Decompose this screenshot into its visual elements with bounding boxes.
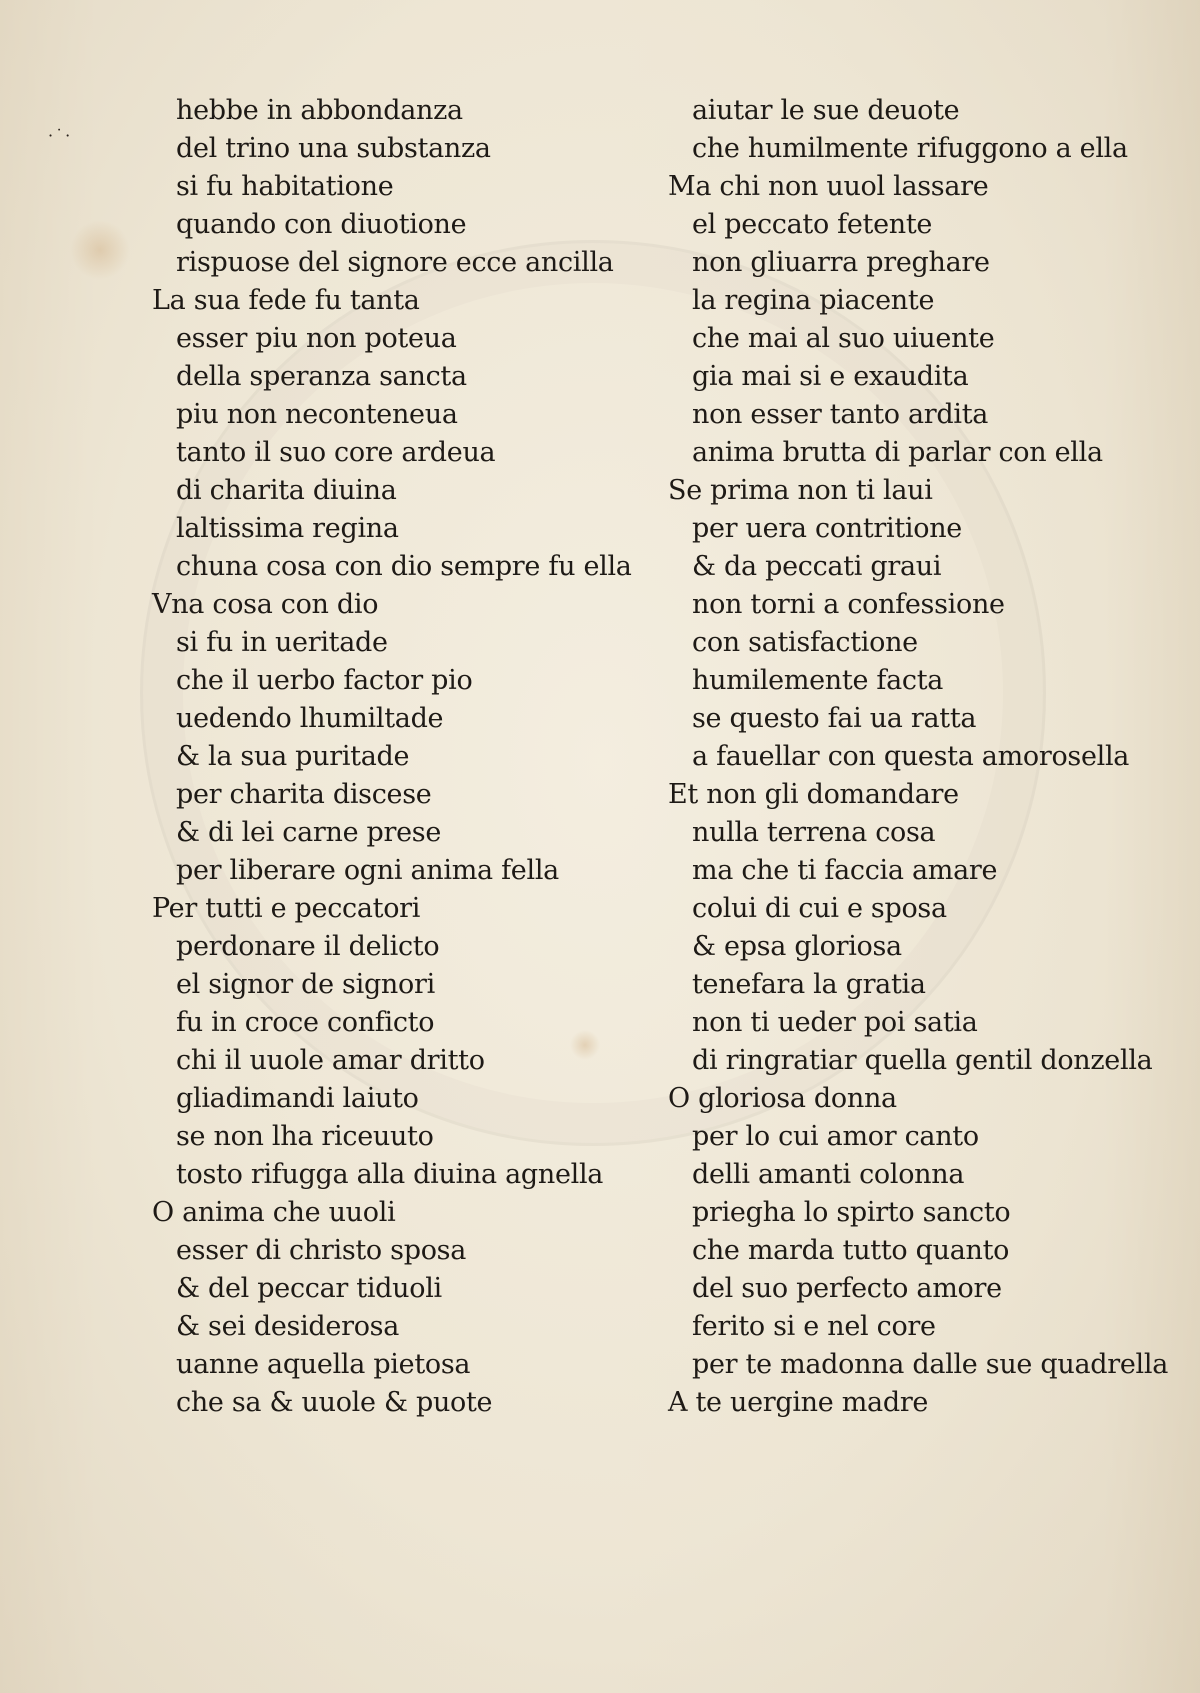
verse-line: non torni a confessione (692, 589, 1005, 620)
verse-line: per liberare ogni anima fella (176, 855, 559, 886)
verse-line: Per tutti e peccatori (152, 893, 421, 924)
verse-line: & di lei carne prese (176, 817, 442, 848)
verse-line: che humilmente rifuggono a ella (692, 133, 1128, 164)
verse-line: gia mai si e exaudita (692, 361, 969, 392)
ink-specks: ·˙· (48, 126, 73, 145)
verse-line: della speranza sancta (176, 361, 467, 392)
verse-line: si fu habitatione (176, 171, 394, 202)
verse-line: esser di christo sposa (176, 1235, 467, 1266)
verse-line: & sei desiderosa (176, 1311, 399, 1342)
verse-line: se non lha riceuuto (176, 1121, 434, 1152)
verse-line: del suo perfecto amore (692, 1273, 1002, 1304)
verse-line: esser piu non poteua (176, 323, 457, 354)
verse-line: si fu in ueritade (176, 627, 388, 658)
verse-line: con satisfactione (692, 627, 918, 658)
verse-line: uedendo lhumiltade (176, 703, 444, 734)
verse-line: Et non gli domandare (668, 779, 959, 810)
verse-line: Se prima non ti laui (668, 475, 933, 506)
verse-line: aiutar le sue deuote (692, 95, 960, 126)
verse-line: delli amanti colonna (692, 1159, 965, 1190)
verse-line: non gliuarra preghare (692, 247, 990, 278)
verse-line: el signor de signori (176, 969, 435, 1000)
verse-line: & del peccar tiduoli (176, 1273, 442, 1304)
verse-line: O gloriosa donna (668, 1083, 897, 1114)
verse-line: che marda tutto quanto (692, 1235, 1010, 1266)
verse-line: tanto il suo core ardeua (176, 437, 496, 468)
verse-line: che il uerbo factor pio (176, 665, 473, 696)
verse-line: se questo fai ua ratta (692, 703, 977, 734)
left-text-column (152, 92, 632, 1422)
verse-line: la regina piacente (692, 285, 935, 316)
verse-line: fu in croce confiсto (176, 1007, 435, 1038)
verse-line: priegha lo spirto sancto (692, 1197, 1011, 1228)
verse-line: ferito si e nel core (692, 1311, 936, 1342)
verse-line: nulla terrena cosa (692, 817, 936, 848)
verse-line: laltissima regina (176, 513, 399, 544)
verse-line: del trino una substanza (176, 133, 491, 164)
verse-line: di charita diuina (176, 475, 397, 506)
verse-line: gliadimandi laiuto (176, 1083, 419, 1114)
verse-line: Ma chi non uuol lassare (668, 171, 989, 202)
verse-line: chuna cosa con dio sempre fu ella (176, 551, 632, 582)
verse-line: & epsa gloriosa (692, 931, 902, 962)
verse-line: perdonare il delicto (176, 931, 440, 962)
verse-line: a fauellar con questa amorosella (692, 741, 1130, 772)
verse-line: chi il uuole amar dritto (176, 1045, 485, 1076)
verse-line: che mai al suo uiuente (692, 323, 995, 354)
verse-line: tenefara la gratia (692, 969, 926, 1000)
verse-line: A te uergine madre (668, 1387, 929, 1418)
verse-line: piu non neconteneua (176, 399, 458, 430)
verse-line: quando con diuotione (176, 209, 467, 240)
verse-line: Vna cosa con dio (152, 589, 379, 620)
verse-line: per uera contritione (692, 513, 962, 544)
verse-line: hebbe in abbondanza (176, 95, 463, 126)
verse-line: colui di cui e sposa (692, 893, 947, 924)
right-text-column (668, 92, 1168, 1422)
verse-line: per lo cui amor canto (692, 1121, 979, 1152)
verse-line: anima brutta di parlar con ella (692, 437, 1103, 468)
verse-line: el peccato fetente (692, 209, 933, 240)
verse-line: La sua fede fu tanta (152, 285, 420, 316)
verse-line: che sa & uuole & puote (176, 1387, 493, 1418)
verse-line: & da peccati graui (692, 551, 942, 582)
paper-stain (70, 220, 130, 280)
verse-line: ma che ti faccia amare (692, 855, 998, 886)
verse-line: per charita discese (176, 779, 432, 810)
verse-line: rispuose del signore ecce ancilla (176, 247, 614, 278)
verse-line: uanne aquella pietosa (176, 1349, 471, 1380)
verse-line: & la sua puritade (176, 741, 410, 772)
verse-line: O anima che uuoli (152, 1197, 396, 1228)
verse-line: non esser tanto ardita (692, 399, 989, 430)
verse-line: per te madonna dalle sue quadrella (692, 1349, 1168, 1380)
verse-line: di ringratiar quella gentil donzella (692, 1045, 1153, 1076)
verse-line: humilemente facta (692, 665, 944, 696)
verse-line: non ti ueder poi satia (692, 1007, 978, 1038)
verse-line: tosto rifugga alla diuina agnella (176, 1159, 604, 1190)
